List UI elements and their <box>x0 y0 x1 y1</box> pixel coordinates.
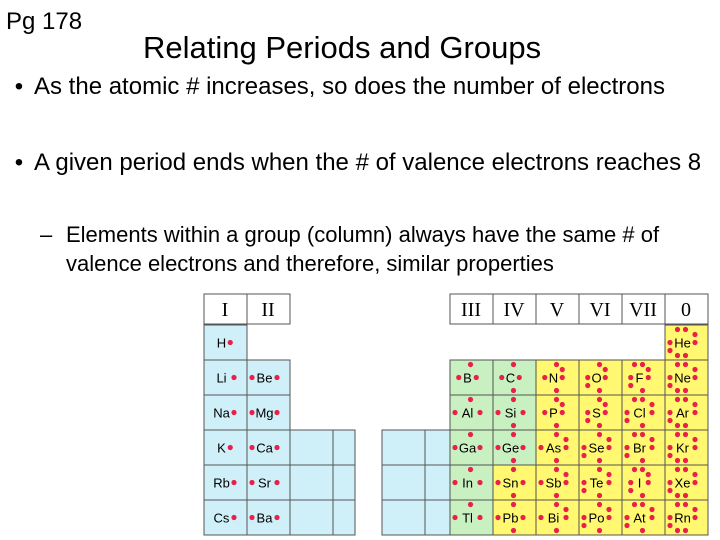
valence-electron-dot <box>554 432 559 437</box>
valence-electron-dot <box>597 528 602 533</box>
valence-electron-dot <box>477 445 482 450</box>
element-symbol: Tl <box>462 510 473 526</box>
valence-electron-dot <box>563 437 568 442</box>
valence-electron-dot <box>597 502 602 507</box>
transition-cell <box>382 430 425 465</box>
valence-electron-dot <box>274 480 279 485</box>
valence-electron-dot <box>632 502 637 507</box>
element-symbol: Se <box>588 440 605 456</box>
element-symbol: O <box>591 370 602 386</box>
valence-electron-dot <box>585 410 590 415</box>
valence-electron-dot <box>581 523 586 528</box>
valence-electron-dot <box>249 515 254 520</box>
valence-electron-dot <box>563 472 568 477</box>
valence-electron-dot <box>675 528 680 533</box>
element-symbol: Sb <box>545 475 562 491</box>
element-symbol: As <box>545 440 562 456</box>
valence-electron-dot <box>649 410 654 415</box>
element-symbol: Ca <box>256 440 273 456</box>
valence-electron-dot <box>649 515 654 520</box>
element-symbol: K <box>217 440 226 456</box>
valence-electron-dot <box>675 362 680 367</box>
valence-electron-dot <box>249 445 254 450</box>
element-symbol: Li <box>216 370 227 386</box>
valence-electron-dot <box>628 488 633 493</box>
group-header: IV <box>503 299 525 321</box>
valence-electron-dot <box>517 375 522 380</box>
valence-electron-dot <box>632 362 637 367</box>
valence-electron-dot <box>692 332 697 337</box>
valence-electron-dot <box>683 327 688 332</box>
group-header: V <box>549 299 565 321</box>
element-symbol: F <box>635 370 644 386</box>
valence-electron-dot <box>538 445 543 450</box>
group-header: 0 <box>681 299 691 321</box>
valence-electron-dot <box>274 375 279 380</box>
transition-cell <box>382 465 425 500</box>
bullet-text: As the atomic # increases, so does the number of electrons <box>34 73 665 100</box>
valence-electron-dot <box>646 480 651 485</box>
valence-electron-dot <box>585 375 590 380</box>
valence-electron-dot <box>675 397 680 402</box>
valence-electron-dot <box>581 445 586 450</box>
element-symbol: Sn <box>502 475 519 491</box>
valence-electron-dot <box>468 362 473 367</box>
valence-electron-dot <box>628 480 633 485</box>
valence-electron-dot <box>603 402 608 407</box>
valence-electron-dot <box>649 437 654 442</box>
valence-electron-dot <box>542 410 547 415</box>
valence-electron-dot <box>683 502 688 507</box>
valence-electron-dot <box>606 437 611 442</box>
element-symbol: Ge <box>501 440 520 456</box>
valence-electron-dot <box>511 458 516 463</box>
valence-electron-dot <box>554 423 559 428</box>
transition-cell <box>333 500 355 535</box>
element-symbol: He <box>674 335 691 351</box>
valence-electron-dot <box>683 397 688 402</box>
valence-electron-dot <box>468 397 473 402</box>
valence-electron-dot <box>249 480 254 485</box>
element-symbol: Pb <box>502 510 519 526</box>
valence-electron-dot <box>603 367 608 372</box>
valence-electron-dot <box>554 467 559 472</box>
valence-electron-dot <box>632 467 637 472</box>
valence-electron-dot <box>675 327 680 332</box>
element-symbol: H <box>216 335 227 351</box>
valence-electron-dot <box>452 480 457 485</box>
transition-cell <box>382 500 425 535</box>
element-symbol: Mg <box>255 405 274 421</box>
valence-electron-dot <box>563 480 568 485</box>
element-symbol: S <box>592 405 601 421</box>
valence-electron-dot <box>606 472 611 477</box>
valence-electron-dot <box>554 362 559 367</box>
valence-electron-dot <box>692 367 697 372</box>
valence-electron-dot <box>511 493 516 498</box>
valence-electron-dot <box>628 383 633 388</box>
group-header: I <box>221 299 229 321</box>
valence-electron-dot <box>606 515 611 520</box>
valence-electron-dot <box>538 480 543 485</box>
element-symbol: Ba <box>256 510 273 526</box>
valence-electron-dot <box>274 410 279 415</box>
element-symbol: Cs <box>213 510 230 526</box>
valence-electron-dot <box>624 523 629 528</box>
valence-electron-dot <box>520 410 525 415</box>
valence-electron-dot <box>692 507 697 512</box>
valence-electron-dot <box>511 528 516 533</box>
valence-electron-dot <box>597 432 602 437</box>
valence-electron-dot <box>683 362 688 367</box>
element-symbol: C <box>505 370 516 386</box>
valence-electron-dot <box>581 480 586 485</box>
valence-electron-dot <box>511 432 516 437</box>
valence-electron-dot <box>667 348 672 353</box>
element-symbol: Xe <box>674 475 691 491</box>
valence-electron-dot <box>597 388 602 393</box>
valence-electron-dot <box>274 445 279 450</box>
valence-electron-dot <box>603 410 608 415</box>
valence-electron-dot <box>667 453 672 458</box>
element-symbol: Na <box>213 405 230 421</box>
valence-electron-dot <box>274 515 279 520</box>
valence-electron-dot <box>692 480 697 485</box>
valence-electron-dot <box>606 445 611 450</box>
valence-electron-dot <box>554 397 559 402</box>
valence-electron-dot <box>538 515 543 520</box>
valence-electron-dot <box>554 528 559 533</box>
valence-electron-dot <box>563 515 568 520</box>
valence-electron-dot <box>554 458 559 463</box>
valence-electron-dot <box>649 445 654 450</box>
valence-electron-dot <box>495 480 500 485</box>
valence-electron-dot <box>683 528 688 533</box>
valence-electron-dot <box>692 472 697 477</box>
transition-cell <box>290 500 333 535</box>
valence-electron-dot <box>692 515 697 520</box>
element-symbol: Ga <box>458 440 477 456</box>
valence-electron-dot <box>683 467 688 472</box>
valence-electron-dot <box>640 388 645 393</box>
valence-electron-dot <box>511 423 516 428</box>
valence-electron-dot <box>675 458 680 463</box>
valence-electron-dot <box>675 423 680 428</box>
valence-electron-dot <box>231 410 236 415</box>
valence-electron-dot <box>640 397 645 402</box>
valence-electron-dot <box>511 362 516 367</box>
valence-electron-dot <box>675 493 680 498</box>
valence-electron-dot <box>692 340 697 345</box>
element-symbol: Cl <box>633 405 646 421</box>
element-symbol: In <box>462 475 473 491</box>
valence-electron-dot <box>581 515 586 520</box>
transition-cell <box>290 465 333 500</box>
element-symbol: Kr <box>676 440 689 456</box>
valence-electron-dot <box>683 432 688 437</box>
valence-electron-dot <box>231 375 236 380</box>
valence-electron-dot <box>646 472 651 477</box>
group-header: VI <box>589 299 611 321</box>
element-symbol: N <box>548 370 559 386</box>
valence-electron-dot <box>249 375 254 380</box>
transition-cell <box>290 430 333 465</box>
valence-electron-dot <box>667 445 672 450</box>
valence-electron-dot <box>468 502 473 507</box>
sub-bullet-text: Elements within a group (column) always have the same # of valence electrons and therefore, similar properties <box>66 222 660 276</box>
valence-electron-dot <box>495 410 500 415</box>
valence-electron-dot <box>597 362 602 367</box>
valence-electron-dot <box>624 410 629 415</box>
valence-electron-dot <box>646 367 651 372</box>
valence-electron-dot <box>667 418 672 423</box>
valence-electron-dot <box>632 397 637 402</box>
valence-electron-dot <box>499 375 504 380</box>
valence-electron-dot <box>511 388 516 393</box>
element-symbol: I <box>637 475 642 491</box>
element-symbol: Te <box>589 475 604 491</box>
valence-electron-dot <box>675 353 680 358</box>
valence-electron-dot <box>520 445 525 450</box>
valence-electron-dot <box>554 502 559 507</box>
valence-electron-dot <box>452 445 457 450</box>
valence-electron-dot <box>560 367 565 372</box>
element-symbol: At <box>633 510 646 526</box>
valence-electron-dot <box>667 523 672 528</box>
group-header: VII <box>629 299 657 321</box>
valence-electron-dot <box>692 375 697 380</box>
element-symbol: Rb <box>213 475 230 491</box>
element-symbol: B <box>463 370 472 386</box>
element-symbol: Rn <box>674 510 691 526</box>
valence-electron-dot <box>640 467 645 472</box>
valence-electron-dot <box>606 480 611 485</box>
valence-electron-dot <box>640 493 645 498</box>
valence-electron-dot <box>511 397 516 402</box>
element-symbol: Ar <box>676 405 689 421</box>
valence-electron-dot <box>597 467 602 472</box>
element-symbol: Al <box>461 405 474 421</box>
valence-electron-dot <box>692 410 697 415</box>
valence-electron-dot <box>231 480 236 485</box>
valence-electron-dot <box>477 515 482 520</box>
valence-electron-dot <box>520 515 525 520</box>
valence-electron-dot <box>560 402 565 407</box>
valence-electron-dot <box>231 515 236 520</box>
valence-electron-dot <box>683 493 688 498</box>
valence-electron-dot <box>667 383 672 388</box>
valence-electron-dot <box>452 515 457 520</box>
valence-electron-dot <box>228 445 233 450</box>
valence-electron-dot <box>597 423 602 428</box>
valence-electron-dot <box>542 375 547 380</box>
valence-electron-dot <box>456 375 461 380</box>
valence-electron-dot <box>692 402 697 407</box>
valence-electron-dot <box>624 418 629 423</box>
valence-electron-dot <box>640 432 645 437</box>
transition-cell <box>333 430 355 465</box>
valence-electron-dot <box>667 375 672 380</box>
valence-electron-dot <box>640 528 645 533</box>
valence-electron-dot <box>675 467 680 472</box>
page-number: Pg 178 <box>6 8 83 35</box>
valence-electron-dot <box>606 507 611 512</box>
element-symbol: Si <box>504 405 517 421</box>
valence-electron-dot <box>667 515 672 520</box>
valence-electron-dot <box>624 515 629 520</box>
valence-electron-dot <box>640 458 645 463</box>
element-symbol: Ne <box>674 370 691 386</box>
bullet-marker: • <box>14 149 24 176</box>
valence-electron-dot <box>597 458 602 463</box>
element-symbol: P <box>549 405 558 421</box>
valence-electron-dot <box>597 493 602 498</box>
group-header: III <box>461 299 481 321</box>
valence-electron-dot <box>667 410 672 415</box>
valence-electron-dot <box>585 383 590 388</box>
valence-electron-dot <box>597 397 602 402</box>
valence-electron-dot <box>495 515 500 520</box>
sub-bullet-marker: – <box>40 222 53 247</box>
valence-electron-dot <box>683 353 688 358</box>
element-symbol: Br <box>633 440 646 456</box>
element-symbol: Bi <box>547 510 560 526</box>
valence-electron-dot <box>675 388 680 393</box>
element-symbol: Po <box>588 510 605 526</box>
valence-electron-dot <box>249 410 254 415</box>
valence-electron-dot <box>554 388 559 393</box>
valence-electron-dot <box>477 480 482 485</box>
valence-electron-dot <box>581 453 586 458</box>
valence-electron-dot <box>675 432 680 437</box>
transition-cell <box>333 465 355 500</box>
valence-electron-dot <box>675 502 680 507</box>
valence-electron-dot <box>452 410 457 415</box>
valence-electron-dot <box>228 340 233 345</box>
valence-electron-dot <box>511 467 516 472</box>
valence-electron-dot <box>667 340 672 345</box>
valence-electron-dot <box>554 493 559 498</box>
valence-electron-dot <box>649 507 654 512</box>
valence-electron-dot <box>474 375 479 380</box>
valence-electron-dot <box>624 445 629 450</box>
valence-electron-dot <box>667 488 672 493</box>
valence-electron-dot <box>628 375 633 380</box>
valence-electron-dot <box>649 402 654 407</box>
valence-electron-dot <box>640 423 645 428</box>
valence-electron-dot <box>683 458 688 463</box>
valence-electron-dot <box>563 445 568 450</box>
element-symbol: Sr <box>258 475 271 491</box>
valence-electron-dot <box>646 375 651 380</box>
valence-electron-dot <box>667 480 672 485</box>
valence-electron-dot <box>477 410 482 415</box>
valence-electron-dot <box>560 375 565 380</box>
valence-electron-dot <box>683 423 688 428</box>
group-header: II <box>261 299 275 321</box>
valence-electron-dot <box>581 488 586 493</box>
valence-electron-dot <box>692 437 697 442</box>
element-symbol: Be <box>256 370 273 386</box>
valence-electron-dot <box>468 432 473 437</box>
valence-electron-dot <box>624 453 629 458</box>
valence-electron-dot <box>692 445 697 450</box>
valence-electron-dot <box>511 502 516 507</box>
valence-electron-dot <box>640 502 645 507</box>
valence-electron-dot <box>495 445 500 450</box>
valence-electron-dot <box>560 410 565 415</box>
valence-electron-dot <box>632 432 637 437</box>
bullet-marker: • <box>14 73 24 100</box>
valence-electron-dot <box>585 418 590 423</box>
valence-electron-dot <box>520 480 525 485</box>
bullet-text: A given period ends when the # of valence electrons reaches 8 <box>34 149 702 176</box>
valence-electron-dot <box>640 362 645 367</box>
valence-electron-dot <box>603 375 608 380</box>
slide-title: Relating Periods and Groups <box>143 30 542 65</box>
valence-electron-dot <box>563 507 568 512</box>
valence-electron-dot <box>683 388 688 393</box>
valence-electron-dot <box>468 467 473 472</box>
